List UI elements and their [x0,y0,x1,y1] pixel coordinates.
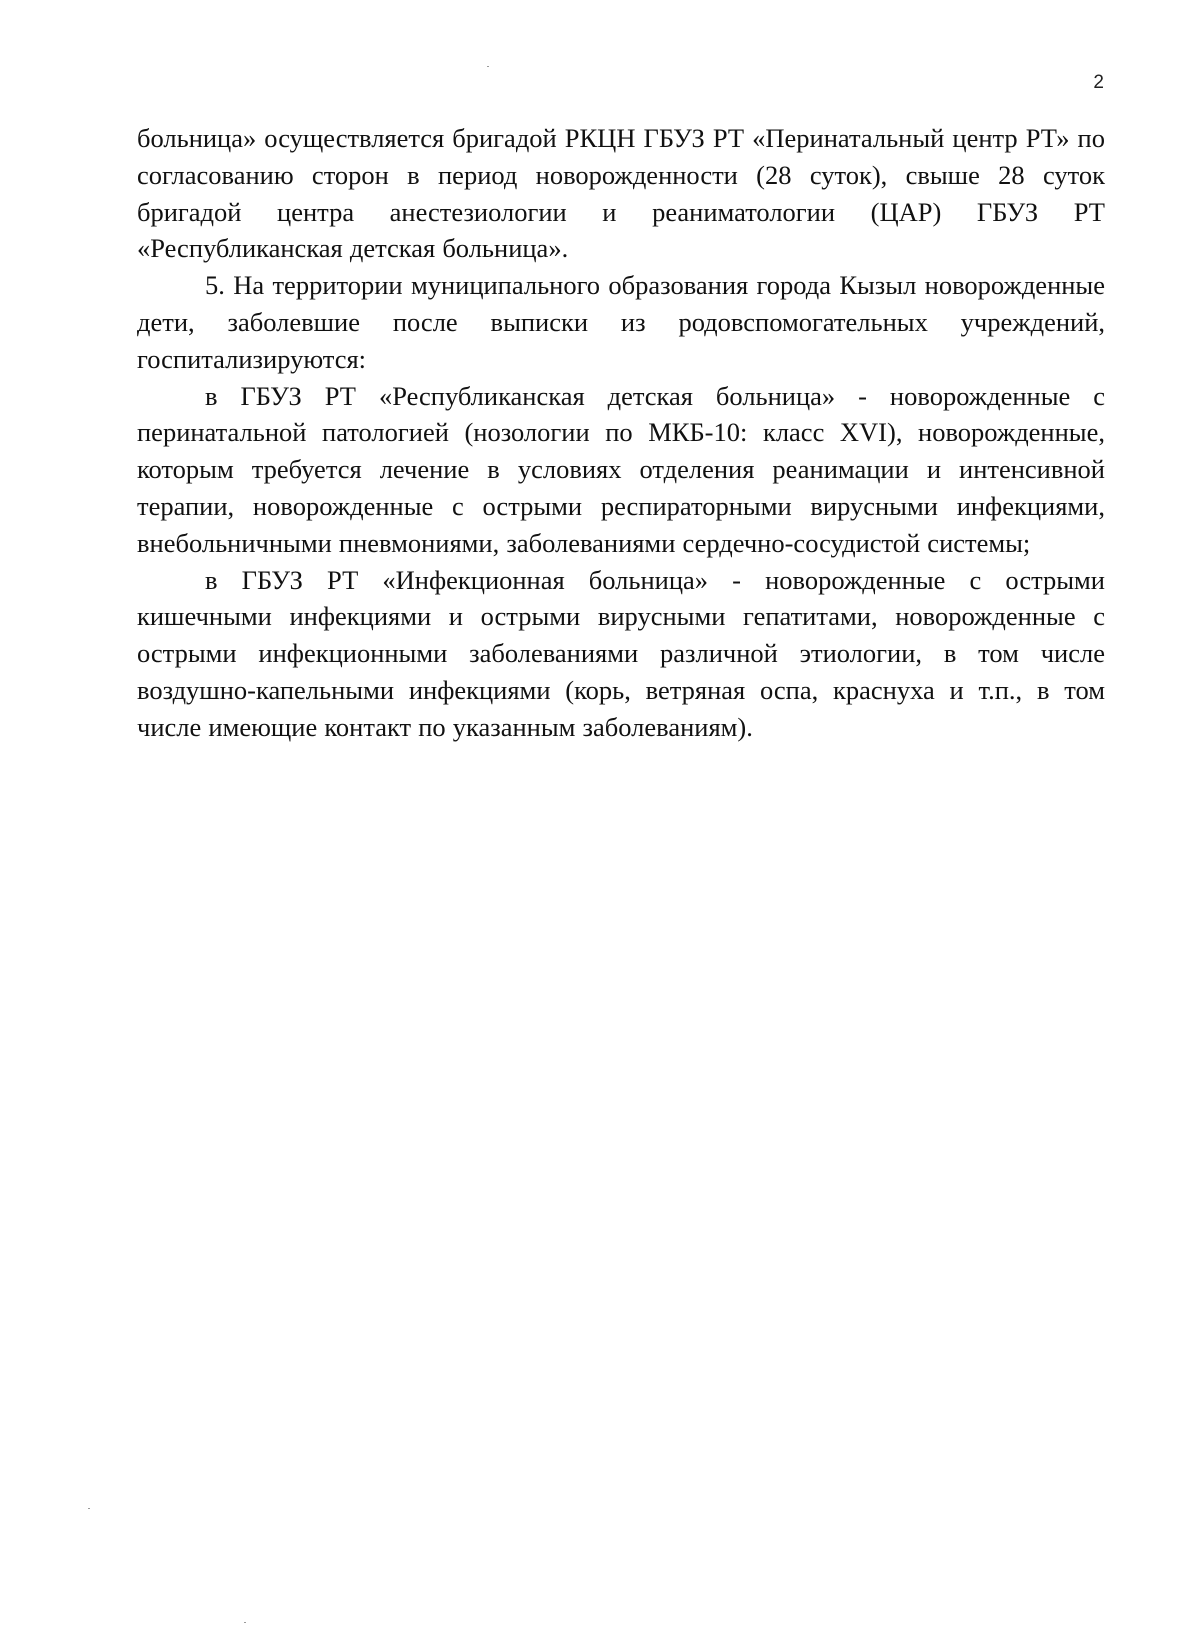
document-body [137,120,1105,746]
scan-speck [88,1508,90,1509]
paragraph-continuation: больница» осуществляется бригадой РКЦН ГБУЗ РТ «Перинатальный центр РТ» по согласованию сторон в период новорожденности (28 суток), свыше 28 суток бригадой центра анестезиологии и реаниматологии (ЦАР) ГБУЗ РТ «Республиканская детская больница». [137,123,1105,264]
paragraph-childrens-hospital: в ГБУЗ РТ «Республиканская детская больница» - новорожденные с перинатальной патологией (нозологии по МКБ-10: класс XVI), новорожденные, которым требуется лечение в условиях отделения реанимации и интенсивной терапии, новорожденные с острыми респираторными вирусными инфекциями, внебольничными пневмониями, заболеваниями сердечно-сосудистой системы; [137,380,1105,558]
paragraph-infectious-hospital: в ГБУЗ РТ «Инфекционная больница» - новорожденные с острыми кишечными инфекциями и острыми вирусными гепатитами, новорожденные с острыми инфекционными заболеваниями различной этиологии, в том числе воздушно-капельными инфекциями (корь, ветряная оспа, краснуха и т.п., в том числе имеющие контакт по указанным заболеваниям). [137,564,1105,742]
paragraph-item-5: 5. На территории муниципального образования города Кызыл новорожденные дети, заболевшие после выписки из родовспомогательных учреждений, госпитализируются: [137,270,1105,374]
scan-speck [487,66,489,67]
scan-speck [244,1622,246,1623]
page-number: 2 [1093,72,1104,93]
